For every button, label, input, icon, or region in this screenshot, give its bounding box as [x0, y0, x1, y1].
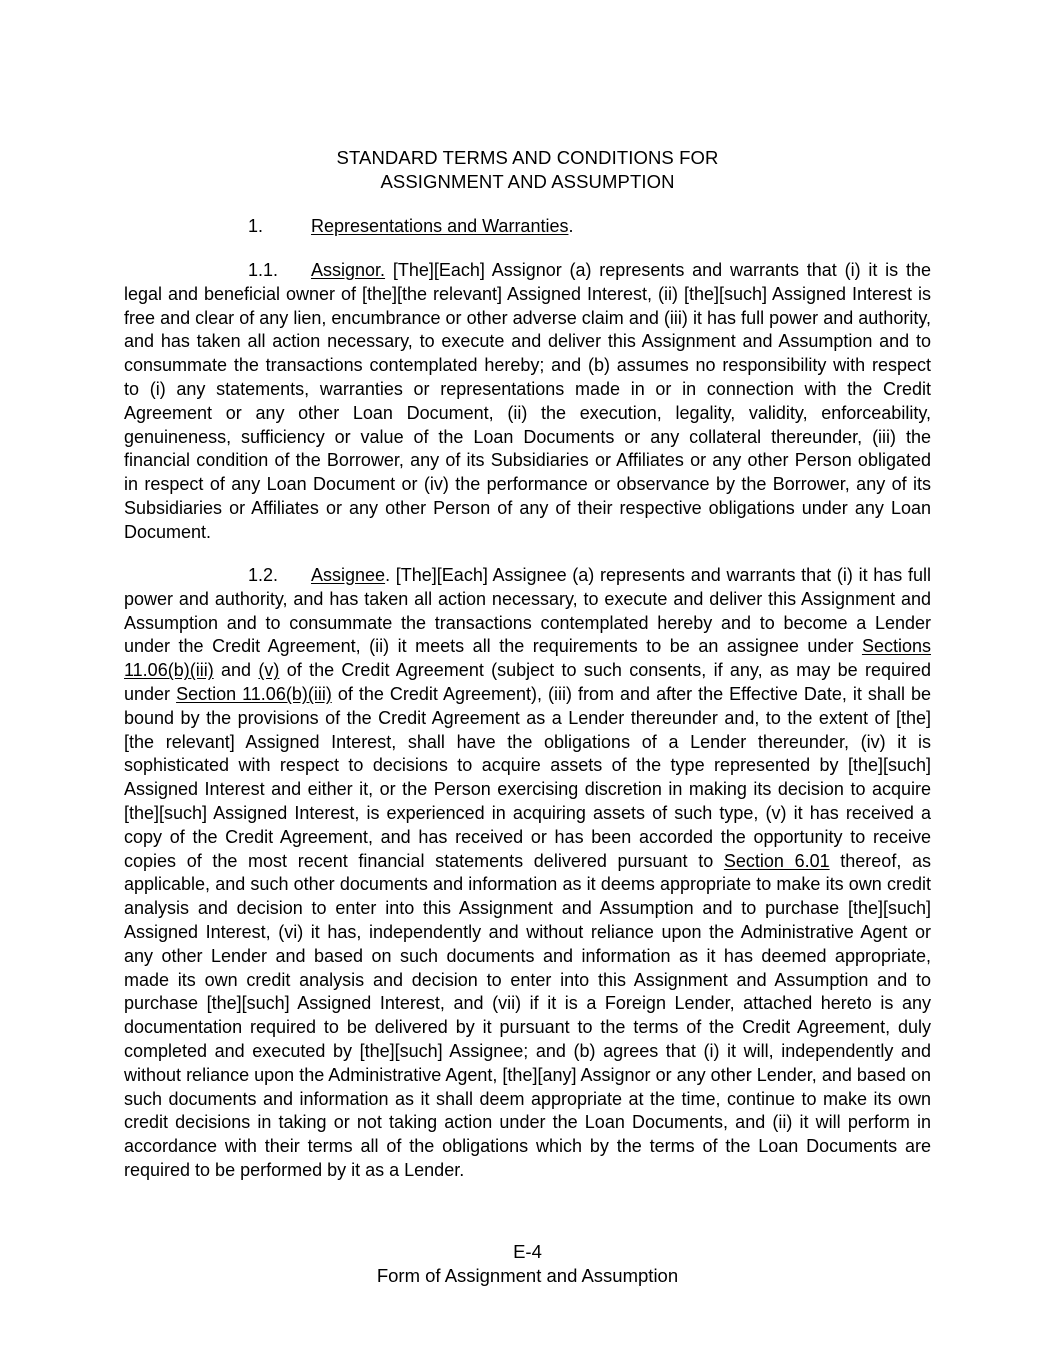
section-reference-v: (v)	[258, 660, 280, 681]
paragraph-1-2-text-a: [The][Each] Assignee (a) represents and warrants that (i) it has full power and authority, and has taken all action necessary, to execute and deliver this Assignment and Assumption and to consummate the transactions contemplated hereby and to become a Lender under the Credit Agreement, (ii) it meets all the requirements to be an assignee under	[124, 565, 931, 657]
document-title-line-1: STANDARD TERMS AND CONDITIONS FOR	[336, 147, 719, 168]
paragraph-1-2-heading: Assignee	[311, 565, 386, 585]
paragraph-1-1-number: 1.1.	[248, 260, 279, 280]
paragraph-1-1-assignor	[124, 259, 931, 545]
paragraph-1-1-text: [The][Each] Assignor (a) represents and warrants that (i) it is the legal and beneficial owner of [the][the relevant] Assigned Interest, (ii) [the][such] Assigned Interest is free and clear of any lien, encumbrance or other adverse claim and (iii) it has full power and authority, and has taken all action necessary, to execute and deliver this Assignment and Assumption and to consummate the transactions contemplated hereby; and (b) assumes no responsibility with respect to (i) any statements, warranties or representations made in or in connection with the Credit Agreement or any other Loan Document, (ii) the execution, legality, validity, enforceability, genuineness, sufficiency or value of the Loan Documents or any collateral thereunder, (iii) the financial condition of the Borrower, any of its Subsidiaries or Affiliates or any other Person obligated in respect of any Loan Document or (iv) the performance or observance by the Borrower, any of its Subsidiaries or Affiliates or any other Person of any of their respective obligations under any Loan Document.	[124, 260, 931, 542]
footer-document-title: Form of Assignment and Assumption	[376, 1265, 679, 1286]
section-reference-11-06-b-iii: Sections 11.06(b)(iii)	[124, 636, 931, 681]
document-title-line-2: ASSIGNMENT AND ASSUMPTION	[380, 171, 675, 192]
section-1-number: 1.	[248, 216, 264, 236]
section-1-heading	[248, 214, 573, 238]
section-1-title-punct: .	[568, 216, 574, 236]
paragraph-1-2-assignee	[124, 564, 931, 1183]
footer-page-number: E-4	[513, 1241, 542, 1262]
paragraph-1-2-text-c: of the Credit Agreement (subject to such consents, if any, as may be required under	[124, 660, 931, 704]
paragraph-1-1-heading: Assignor.	[311, 260, 386, 280]
paragraph-1-2-text-b: and	[213, 660, 259, 681]
section-1-title: Representations and Warranties	[311, 216, 569, 236]
paragraph-1-2-text-e: thereof, as applicable, and such other documents and information as it deems appropriate to make its own credit analysis and decision to enter into this Assignment and Assumption and to purchase [the][such] Assigned Interest, (vi) it has, independently and without reliance upon the Administrative Agent or any other Lender and based on such documents and information as it has deemed appropriate, made its own credit analysis and decision to enter into this Assignment and Assumption and to purchase [the][such] Assigned Interest, and (vii) if it is a Foreign Lender, attached hereto is any documentation required to be delivered by it pursuant to the terms of the Credit Agreement, duly completed and executed by [the][such] Assignee; and (b) agrees that (i) it will, independently and without reliance upon the Administrative Agent, [the][any] Assignor or any other Lender, and based on such documents and information as it shall deem appropriate at the time, continue to make its own credit decisions in taking or not taking action under the Loan Documents, and (ii) it will perform in accordance with their terms all of the obligations which by the terms of the Loan Documents are required to be performed by it as a Lender.	[124, 850, 931, 1180]
paragraph-1-2-heading-punct: .	[385, 565, 391, 585]
paragraph-1-2-text-d: of the Credit Agreement), (iii) from and after the Effective Date, it shall be bound by the provisions of the Credit Agreement as a Lender thereunder and, to the extent of [the][the relevant] Assigned Interest, shall have the obligations of a Lender thereunder, (iv) it is sophisticated with respect to decisions to acquire assets of the type represented by [the][such] Assigned Interest and either it, or the Person exercising discretion in making its decision to acquire [the][such] Assigned Interest, is experienced in acquiring assets of such type, (v) it has received a copy of the Credit Agreement, and has received or has been accorded the opportunity to receive copies of the most recent financial statements delivered pursuant to	[124, 683, 931, 871]
section-reference-6-01: Section 6.01	[723, 850, 830, 871]
section-reference-11-06-b-iii-second: Section 11.06(b)(iii)	[176, 683, 332, 704]
paragraph-1-2-number: 1.2.	[248, 565, 279, 585]
